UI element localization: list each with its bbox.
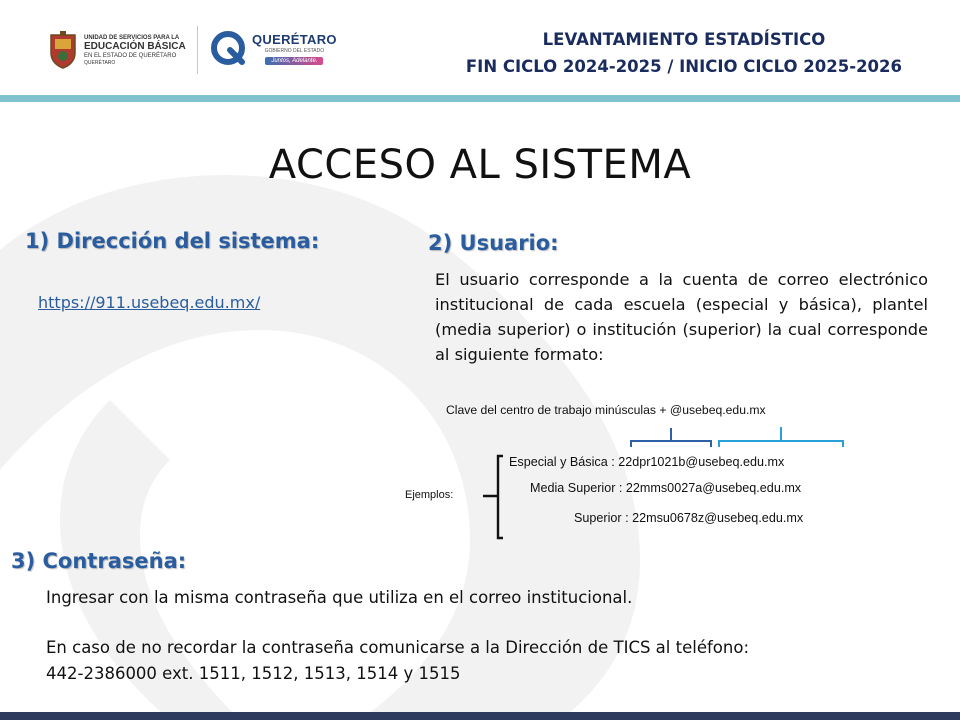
queretaro-slogan: Juntos, Adelante.: [265, 57, 323, 65]
example-superior: Superior : 22msu0678z@usebeq.edu.mx: [574, 511, 804, 525]
usebeq-line3: EN EL ESTADO DE QUERÉTARO: [84, 52, 177, 59]
user-description: El usuario corresponde a la cuenta de correo electrónico institucional de cada escuela (especial y básica), plantel (media superior) o institución (superior) la cual corresponde al siguiente formato:: [435, 270, 928, 364]
usebeq-line2: EDUCACIÓN BÁSICA: [84, 40, 186, 52]
domain-bracket: [719, 427, 843, 447]
section3-heading: 3) Contraseña:: [11, 549, 187, 573]
page-title: ACCESO AL SISTEMA: [268, 142, 692, 188]
examples-label: Ejemplos:: [405, 489, 454, 501]
section1-heading: 1) Dirección del sistema:: [25, 229, 320, 253]
system-url-link[interactable]: https://911.usebeq.edu.mx/: [38, 293, 261, 312]
example-media-superior: Media Superior : 22mms0027a@usebeq.edu.mx: [530, 481, 802, 495]
password-phone: 442-2386000 ext. 1511, 1512, 1513, 1514 y 1515: [46, 664, 461, 683]
usebeq-line1: UNIDAD DE SERVICIOS PARA LA: [84, 34, 180, 41]
password-instruction: Ingresar con la misma contraseña que utiliza en el correo institucional.: [46, 588, 633, 607]
queretaro-name: QUERÉTARO: [252, 31, 337, 47]
format-label: Clave del centro de trabajo minúsculas + @usebeq.edu.mx: [446, 403, 766, 417]
example-especial-basica: Especial y Básica : 22dpr1021b@usebeq.edu.mx: [509, 455, 785, 469]
queretaro-subtitle: GOBIERNO DEL ESTADO: [264, 47, 325, 54]
section2-heading: 2) Usuario:: [428, 231, 559, 255]
examples-brace: [483, 456, 503, 538]
clave-bracket: [631, 428, 711, 447]
footer-band: [0, 712, 960, 720]
header-title-line1: LEVANTAMIENTO ESTADÍSTICO: [542, 30, 826, 49]
password-help: En caso de no recordar la contraseña comunicarse a la Dirección de TICS al teléfono:: [46, 638, 749, 657]
usebeq-line4: QUERÉTARO: [84, 59, 116, 66]
header-title-line2: FIN CICLO 2024-2025 / INICIO CICLO 2025-2026: [465, 57, 902, 76]
